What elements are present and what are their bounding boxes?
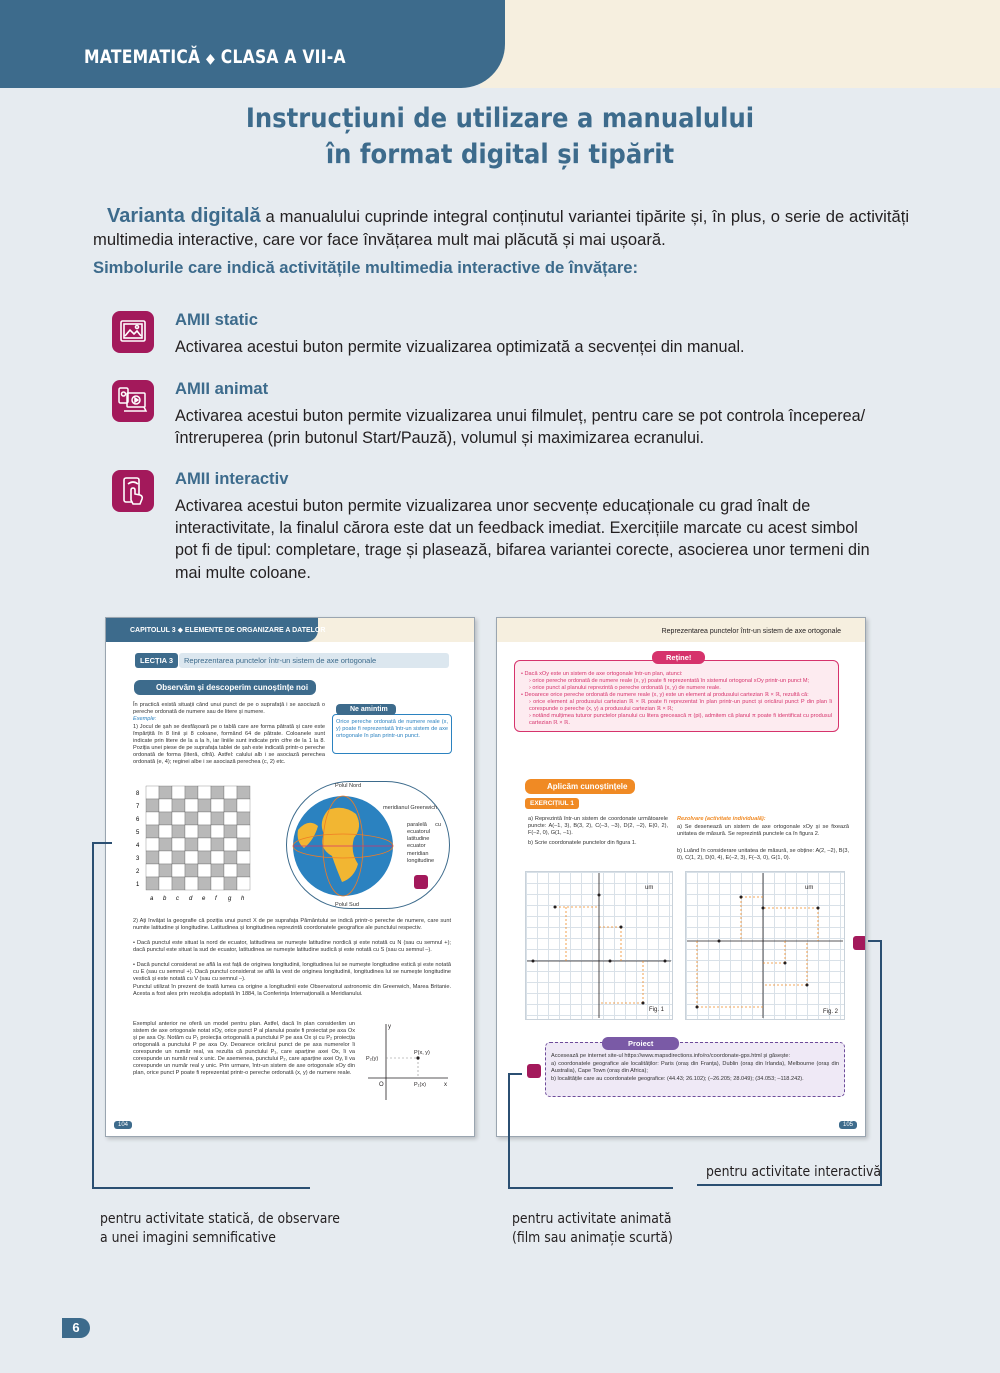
chess-square [172,877,185,890]
symbols-heading: Simbolurile care indică activitățile multimedia interactive de învățare: [93,258,639,277]
static-callout-horizontal [92,842,112,844]
chess-square [211,864,224,877]
chess-square [146,825,159,838]
intro-lead: Varianta digitală [107,205,261,227]
chess-square [146,799,159,812]
interactive-callout-text: pentru activitate interactivă [706,1164,882,1180]
chess-rank-label: 2 [136,869,140,875]
chess-square [237,812,250,825]
reminder-pill: Reține! [652,651,705,664]
chess-square [185,812,198,825]
chess-square [146,838,159,851]
interactive-callout-underline [697,1184,882,1186]
page-number: 6 [62,1318,90,1338]
chess-square [211,786,224,799]
globe-north-label: Polul Nord [335,783,362,789]
project-line2: a) coordonatele geografice ale localităților: Paris (oraș din Franța), Dublin (oraș din Irlanda), Melbourne (oraș din Australia), Cape Town (oraș din Africa); [551,1061,839,1074]
chess-square [198,864,211,877]
chess-square [185,877,198,890]
chess-square [198,851,211,864]
chess-file-label: g [228,896,232,902]
fig2-unit: um [805,885,814,891]
chess-square [198,812,211,825]
left-para4: • Dacă punctul este situat la nord de ecuator, latitudinea se numește latitudine nordică și este notată cu N (sau cu semnul +); dacă punctul este situat la sud de ecuator, latitudinea se numește latitudine sudică și este notată cu S (sau cu semnul –). [133,940,451,953]
axis-py-label: P₂(y) [366,1056,379,1062]
interactive-callout-horizontal [868,940,882,942]
right-interactive-touch-icon[interactable] [853,936,866,950]
chess-square [224,825,237,838]
exercise-tag: EXERCIȚIUL 1 [525,798,579,809]
chess-file-label: h [241,896,245,902]
chess-square [224,838,237,851]
static-image-icon[interactable] [112,311,154,353]
chess-square [224,799,237,812]
globe-latitude-label: latitudine [407,836,430,842]
animated-video-icon[interactable] [112,380,154,422]
chess-square [211,812,224,825]
chess-square [146,786,159,799]
chess-square [224,864,237,877]
fig1-caption: Fig. 1 [649,1007,665,1013]
chess-file-label: b [163,896,167,902]
chess-square [237,799,250,812]
header-band [0,0,505,88]
chess-square [237,786,250,799]
lesson-tag: LECȚIA 3 [135,653,178,668]
animated-callout-vertical [508,1073,510,1188]
static-callout-line1: pentru activitate statică, de observare [100,1211,340,1227]
intro-text: a manualului cuprinde integral conținutul variantei tipărite și, în plus, o serie de activități multimedia interactive, care vor face învățarea mult mai plăcută și mai ușoară. [93,207,910,249]
rem-4: • Deoarece orice pereche ordonată de numere reale (x, y) este un element al produsului cartezian ℝ × ℝ, rezultă că: [521,692,809,698]
rem-3: › orice punct al planului reprezintă o pereche ordonată (x, y) de numere reale. [529,685,721,691]
chess-square [224,877,237,890]
globe-equator-label: ecuator [407,843,426,849]
left-para5: • Dacă punctul considerat se află la est față de originea longitudinii, longitudinea lui se numește longitudine estică și este notată cu E (sau cu semnul +). Dacă punctul considerat se află la vest de originea longitudinii, longitudinea lui se numește longitudine vestică și este notată cu V (sau cu semnul –). [133,962,451,982]
static-callout-underline [92,1187,310,1189]
chess-square [159,812,172,825]
left-page-number: 104 [114,1121,132,1129]
fig2-caption: Fig. 2 [823,1009,839,1015]
static-callout-line2: a unei imagini semnificative [100,1230,276,1246]
chess-square [237,877,250,890]
right-page-number: 105 [839,1121,857,1129]
fig1-unit: um [645,885,654,891]
axis-point-label: P(x, y) [414,1050,430,1056]
chess-rank-label: 4 [136,843,140,849]
figure-2-points [685,871,845,1020]
chess-square [146,812,159,825]
chess-square [211,877,224,890]
globe-meridian-label: meridian [407,851,429,857]
section-apply [525,779,635,794]
amii-static-description: Activarea acestui buton permite vizualizarea optimizată a secvenței din manual. [175,338,745,356]
chess-square [211,838,224,851]
amii-animated-description: Activarea acestui buton permite vizualizarea unui filmuleț, pentru care se pot controla începerea/întreruperea (prin butonul Start/Pauză), volumul și maximizarea ecranului. [175,407,866,448]
globe-parallel-label: paralelă cu ecuatorul [407,822,441,835]
amii-static-title: AMII static [175,310,258,329]
page-title-line2: în format digital și tipărit [325,139,675,170]
chess-rank-label: 1 [136,882,140,888]
header-subject: MATEMATICĂ [84,46,201,68]
chess-file-label: c [176,896,179,902]
chess-square [211,851,224,864]
chess-file-label: a [150,896,154,902]
amii-interactive-description: Activarea acestui buton permite vizualizarea unor secvențe educaționale cu grad înalt de interactivitate, la finalul cărora este dat un feedback imediat. Exercițiile marcate cu acest simbol pot fi de tipul: completare, trage și plasează, bifarea variantei corecte, asocierea unor termeni din mai multe coloane. [175,497,870,582]
chess-rank-label: 3 [136,856,140,862]
chess-rank-label: 8 [136,791,140,797]
chess-square [211,799,224,812]
rem-1: • Dacă xOy este un sistem de axe ortogonale într-un plan, atunci: [521,671,683,677]
axis-origin-label: O [379,1082,384,1088]
intro-paragraph [93,205,909,251]
chess-square [185,825,198,838]
chess-file-label: f [215,896,217,902]
sample-page-left [105,617,475,1137]
chess-square [224,812,237,825]
axis-x-label: x [444,1082,447,1088]
chess-board-figure [132,784,262,910]
globe-longitude-label: longitudine [407,858,435,864]
chess-square [172,838,185,851]
axis-y-label: y [388,1024,391,1030]
chess-file-label: d [189,896,193,902]
left-para1: În practică există situații când unui punct de pe o suprafață i se asociază o pereche ordonată de numere sau de litere și numere. [133,702,325,715]
chess-square [198,786,211,799]
chess-square [198,877,211,890]
chess-rank-label: 7 [136,804,140,810]
chess-square [237,838,250,851]
chess-square [185,864,198,877]
rem-5: › orice element al produsului cartezian ℝ × ℝ poate fi reprezentat în plan printr-un punct și oricărui punct P din plan îi corespunde o pereche (x, y) a produsului cartezian ℝ × ℝ; [529,699,832,712]
chess-square [211,825,224,838]
rem-2: › orice pereche ordonată de numere reale (x, y) poate fi reprezentată în sistemul ortogonal xOy printr-un punct M; [529,678,810,684]
header-title [84,46,346,68]
solution-a: a) Se desenează un sistem de axe ortogonale xOy și se fixează unitatea de măsură. Se reprezintă punctele ca în figura 2. [677,824,849,837]
right-animated-video-icon[interactable] [527,1064,541,1078]
interactive-callout-vertical [880,940,882,1185]
solution-b: b) Luând în considerare unitatea de măsură, se obține: A(2, –2), B(3, 0), C(1, 2), D(0, 4), E(–2, 3), F(–3, 0), G(1, 0). [677,848,849,861]
animated-callout-line1: pentru activitate animată [512,1211,672,1227]
chess-square [159,864,172,877]
chess-square [172,825,185,838]
chess-square [146,864,159,877]
remember-pill [336,704,396,715]
exercise-b: b) Scrie coordonatele punctelor din figura 1. [528,840,637,846]
chess-square [237,825,250,838]
remember-label: Ne amintim [350,706,388,713]
chess-square [172,812,185,825]
interactive-touch-icon[interactable] [112,470,154,512]
chess-square [185,786,198,799]
chess-square [224,786,237,799]
left-para2: 1) Jocul de șah se desfășoară pe o tablă care are forma pătrată și care este împărțită în 8 linii și 8 coloane, formând 64 de pătrate. Coloanele sunt indicate prin litere de la a la h, iar liniile sunt indicate prin cifre de la 1 la 8. Poziția unei piese de pe suprafața tablei de șah este indicată printr-o pereche ordonată de forma (literă, cifră). Astfel: calului alb i se asociază perechea ordonată (e, 4); reginei albe i se asociază perechea (c, 2) etc. [133,724,325,765]
chess-square [159,851,172,864]
header-grade: CLASA A VII-A [220,46,346,68]
globe-south-label: Polul Sud [335,902,359,908]
section-apply-label: Aplicăm cunoștințele [547,782,628,791]
chess-rank-label: 5 [136,830,140,836]
project-line1: Accesează pe internet site-ul https://www.mapsdirections.info/ro/coordonate-gps.html și găsește: [551,1053,791,1059]
sample-page-right [496,617,866,1137]
chess-square [185,838,198,851]
solution-title: Rezolvare (activitate individuală): [677,816,766,822]
globe-figure [288,792,398,900]
amii-animated-title: AMII animat [175,379,269,398]
remember-text: Orice pereche ordonată de numere reale (x, y) poate fi reprezentată într-un sistem de axe ortogonale în plan printr-un punct. [336,719,448,739]
chapter-tab: CAPITOLUL 3 ◆ ELEMENTE DE ORGANIZARE A DATELOR [106,618,318,642]
globe-greenwich-label: meridianul Greenwich [383,805,438,811]
chess-square [159,838,172,851]
chess-square [237,851,250,864]
chess-square [172,864,185,877]
animated-callout-horizontal [508,1073,522,1075]
lesson-title: Reprezentarea punctelor într-un sistem de axe ortogonale [179,653,449,668]
chess-file-label: e [202,896,206,902]
chess-square [159,786,172,799]
chess-square [172,851,185,864]
chess-square [159,877,172,890]
left-example-label: Exemple: [133,716,157,722]
header-cream-band [480,0,1000,88]
page-title-line1: Instrucțiuni de utilizare a manualului [245,103,755,134]
animated-callout-underline [508,1187,673,1189]
section-observe-label: Observăm și descoperim cunoștințe noi [156,683,309,692]
chess-square [237,864,250,877]
project-pill: Proiect [602,1037,679,1050]
static-callout-vertical [92,842,94,1188]
chess-square [224,851,237,864]
chess-square [159,825,172,838]
chess-square [172,799,185,812]
chess-square [185,851,198,864]
exercise-a: a) Reprezintă într-un sistem de coordonate următoarele puncte: A(–1, 3), B(3, 2), C(–3, –3), D(2, –2), E(0, 2), F(–2, 0), G(1, –1). [528,816,668,836]
axis-px-label: P₁(x) [414,1082,426,1088]
left-para6: Punctul utilizat în prezent de toată lumea ca origine a longitudinii este Observatorul astronomic din Greenwich, Marea Britanie. Acesta a fost ales prin rezoluția adoptată în 1884, la Conferința Internațională a Meridianului. [133,984,451,997]
right-running-head: Reprezentarea punctelor într-un sistem de axe ortogonale [661,628,841,635]
figure-1-points [525,871,673,1020]
chess-square [198,825,211,838]
chess-square [185,799,198,812]
section-observe [134,680,316,695]
project-box [545,1042,845,1097]
amii-interactive-title: AMII interactiv [175,469,289,488]
chess-square [172,786,185,799]
left-static-image-icon[interactable] [414,875,428,889]
left-para3: 2) Ați învățat la geografie că poziția unui punct X de pe suprafața Pământului se indică printr-o pereche de numere, care sunt numite latitudine și longitudine. Latitudinea și longitudinea reprezintă coordonatele geografice ale punctului respectiv. [133,918,451,931]
animated-callout-line2: (film sau animație scurtă) [512,1230,673,1246]
chess-square [198,799,211,812]
coordinate-axes-figure [364,1020,452,1104]
project-line3: b) localitățile care au coordonatele geografice: (44.43; 26.102); (–26.205; 28.049); (34.053; –118.242). [551,1076,804,1082]
header-separator: ◆ [206,51,216,67]
chess-square [146,851,159,864]
chess-rank-label: 6 [136,817,140,823]
chess-square [159,799,172,812]
reminder-box [514,660,839,732]
rem-6: › notând mulțimea tuturor punctelor planului cu litera grecească π (pi), admitem că planul π poate fi identificat cu produsul cartezian ℝ × ℝ. [529,713,832,726]
left-para7: Exemplul anterior ne oferă un model pentru plan. Astfel, dacă în plan considerăm un sistem de axe ortogonale notat xOy, orice punct P al planului poate fi proiectat pe axa Ox și pe axa Oy. Notăm cu P₁ proiecția ortogonală a punctului P pe axa Ox și cu P₂ proiecția ortogonală a punctului P pe axa Oy. Deoarece oricărui punct de pe axa numerelor îi corespunde un număr real, va rezulta că punctului P₁, care aparține axei Ox, îi va corespunde un număr real x unic. De asemenea, punctului P₂, care aparține axei Oy, îi va corespunde un număr real y unic. Prin urmare, într-un sistem de axe ortogonale xOy din plan, orice punct P poate fi reprezentat printr-o pereche ordonată (x, y) de numere reale. [133,1021,355,1076]
chess-square [198,838,211,851]
chess-square [146,877,159,890]
